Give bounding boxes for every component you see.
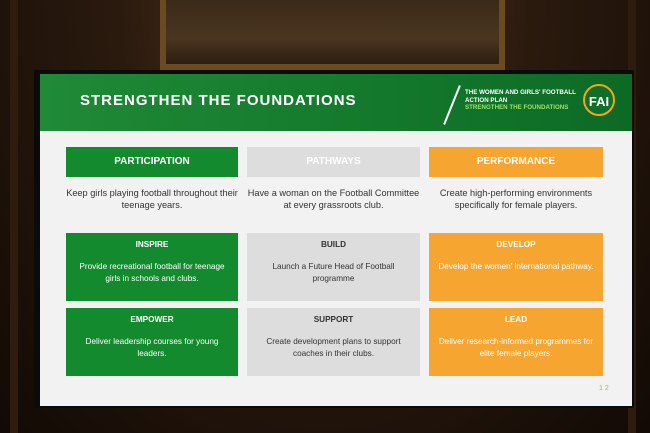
column-heading-participation: PARTICIPATION (66, 147, 238, 177)
column-description-pathways: Have a woman on the Football Committee at every grassroots club. (247, 188, 420, 210)
plan-label (465, 89, 583, 112)
column-heading-pathways: PATHWAYS (247, 147, 420, 177)
card-body: Deliver research-informed programmes for elite female players. (438, 337, 594, 358)
card-inspire (66, 233, 238, 301)
slide-banner (40, 74, 632, 131)
portrait-frame (160, 0, 505, 70)
column-description-performance: Create high-performing environments specifically for female players. (439, 188, 593, 210)
card-support (247, 308, 420, 376)
card-title: EMPOWER (130, 315, 174, 324)
card-build (247, 233, 420, 301)
column-description-participation: Keep girls playing football throughout their teenage years. (66, 188, 238, 210)
plan-line1: THE WOMEN AND GIRLS' FOOTBALL (465, 89, 576, 96)
presentation-slide (40, 74, 632, 406)
divider-slash (443, 85, 461, 125)
page-number: 1 2 (599, 385, 609, 392)
card-body: Create development plans to support coaches in their clubs. (266, 337, 401, 358)
card-body: Deliver leadership courses for young leaders. (85, 337, 219, 358)
card-empower (66, 308, 238, 376)
card-title: SUPPORT (313, 315, 354, 324)
fai-logo: FAI (583, 84, 615, 116)
card-develop (429, 233, 603, 301)
card-body: Launch a Future Head of Football programme (272, 262, 395, 283)
plan-line2: ACTION PLAN (465, 96, 508, 104)
wood-panel-left (10, 0, 18, 433)
card-title: BUILD (320, 240, 346, 249)
slide-title: STRENGTHEN THE FOUNDATIONS (80, 92, 357, 109)
card-body: Provide recreational football for teenage girls in schools and clubs. (79, 262, 225, 283)
plan-subtitle: STRENGTHEN THE FOUNDATIONS (465, 104, 569, 111)
card-body: Develop the women' international pathway. (438, 262, 594, 271)
card-title: DEVELOP (496, 240, 536, 249)
card-title: LEAD (504, 315, 528, 324)
card-lead (429, 308, 603, 376)
card-title: INSPIRE (135, 240, 169, 249)
column-heading-performance: PERFORMANCE (429, 147, 603, 177)
